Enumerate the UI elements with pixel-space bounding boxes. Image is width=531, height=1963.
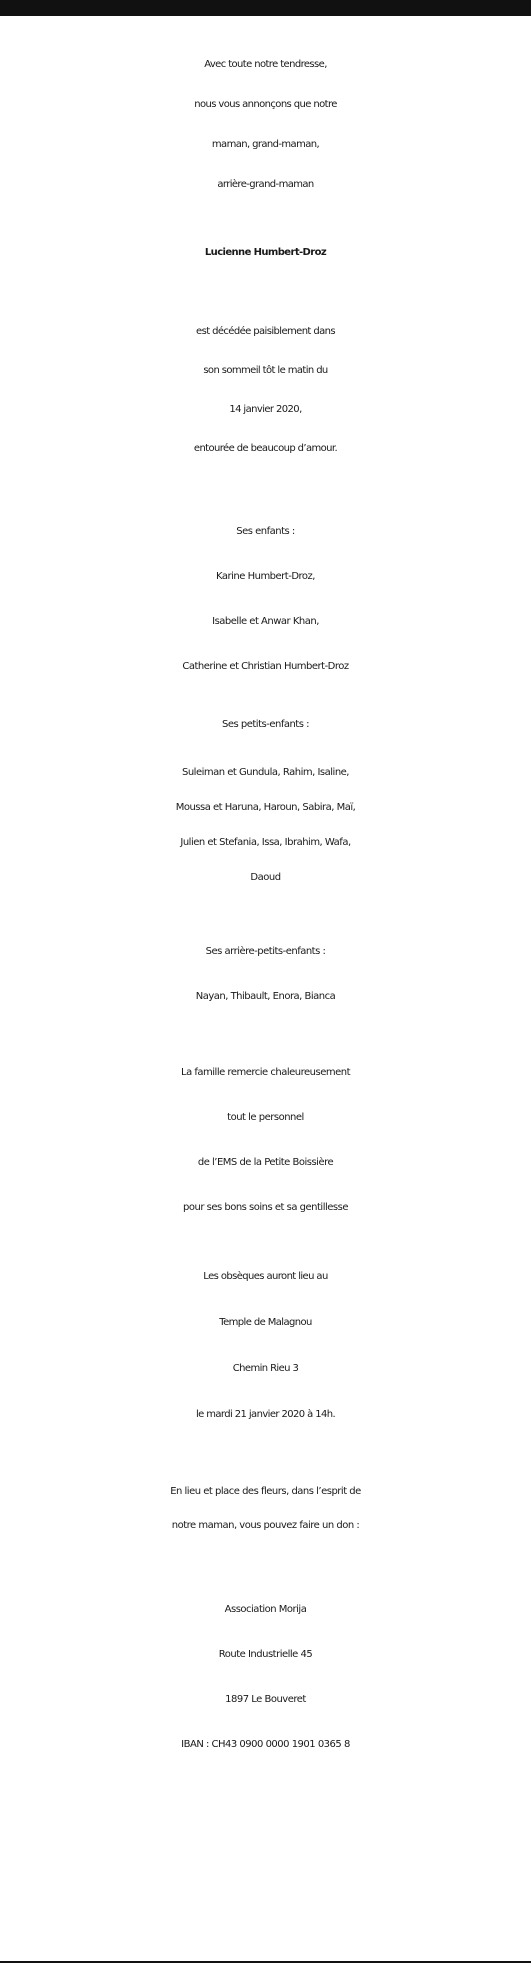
children-heading: Ses enfants :	[236, 526, 295, 537]
top-border-bar	[0, 0, 531, 16]
donation-iban: IBAN : CH43 0900 0000 1901 0365 8	[181, 1739, 350, 1750]
grandchildren-line: Daoud	[250, 872, 281, 883]
thanks-line: La famille remercie chaleureusement	[181, 1067, 350, 1078]
intro-line: arrière-grand-maman	[217, 179, 314, 190]
announcement-line: entourée de beaucoup d’amour.	[193, 443, 338, 454]
flowers-note-line: En lieu et place des fleurs, dans l’esprit de	[170, 1486, 361, 1497]
great-grandchildren-line: Nayan, Thibault, Enora, Bianca	[195, 991, 336, 1002]
funeral-line: Chemin Rieu 3	[232, 1363, 299, 1374]
grandchildren-line: Suleiman et Gundula, Rahim, Isaline,	[182, 767, 349, 778]
obituary-notice	[0, 16, 531, 1767]
intro-line: Avec toute notre tendresse,	[204, 59, 327, 70]
intro-paragraph	[0, 16, 531, 205]
announcement-line: est décédée paisiblement dans	[196, 326, 335, 337]
announcement-line: son sommeil tôt le matin du	[203, 365, 328, 376]
intro-line: maman, grand-maman,	[211, 139, 320, 150]
announcement-paragraph	[0, 312, 531, 468]
great-grandchildren-section	[0, 929, 531, 1019]
thanks-line: pour ses bons soins et sa gentillesse	[183, 1202, 348, 1213]
great-grandchildren-heading: Ses arrière-petits-enfants :	[205, 946, 326, 957]
deceased-name: Lucienne Humbert-Droz	[204, 247, 327, 258]
announcement-line: 14 janvier 2020,	[229, 404, 302, 415]
child-name: Isabelle et Anwar Khan,	[212, 616, 319, 627]
funeral-line: Les obsèques auront lieu au	[203, 1271, 328, 1282]
donation-address	[0, 1587, 531, 1767]
child-name: Karine Humbert-Droz,	[216, 571, 315, 582]
thanks-line: de l’EMS de la Petite Boissière	[197, 1157, 334, 1168]
funeral-line: Temple de Malagnou	[219, 1317, 312, 1328]
grandchildren-section	[0, 707, 531, 895]
funeral-section	[0, 1254, 531, 1438]
thanks-section	[0, 1050, 531, 1230]
grandchildren-heading: Ses petits-enfants :	[222, 719, 309, 730]
donation-organization: Association Morija	[224, 1604, 307, 1615]
funeral-line: le mardi 21 janvier 2020 à 14h.	[195, 1409, 336, 1420]
donation-city: 1897 Le Bouveret	[225, 1694, 306, 1705]
grandchildren-line: Julien et Stefania, Issa, Ibrahim, Wafa,	[180, 837, 351, 848]
child-name: Catherine et Christian Humbert-Droz	[182, 661, 349, 672]
grandchildren-line: Moussa et Haruna, Haroun, Sabira, Maï,	[175, 802, 356, 813]
flowers-note-line: notre maman, vous pouvez faire un don :	[171, 1520, 360, 1531]
intro-line: nous vous annonçons que notre	[194, 99, 337, 110]
flowers-note	[0, 1475, 531, 1543]
donation-street: Route Industrielle 45	[218, 1649, 313, 1660]
thanks-line: tout le personnel	[227, 1112, 304, 1123]
children-section	[0, 509, 531, 689]
